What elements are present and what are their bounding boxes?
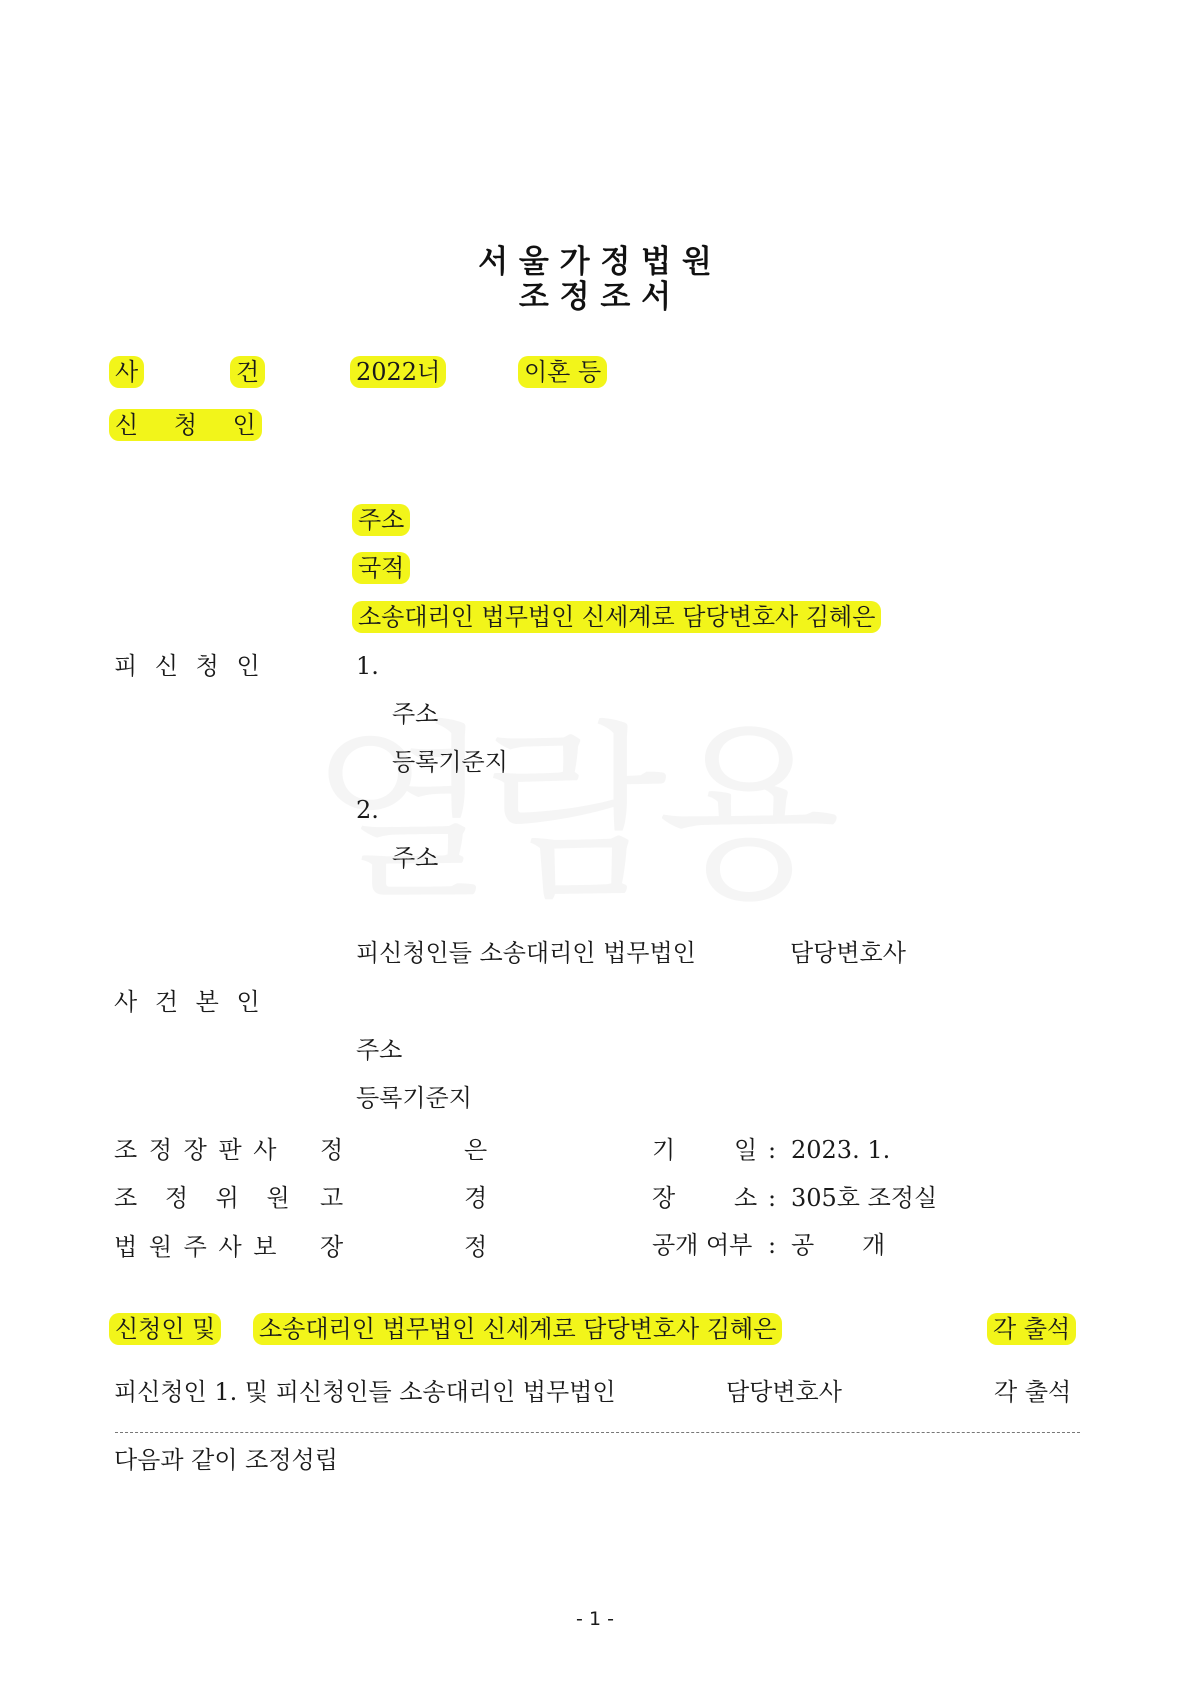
principal-registry-label: 등록기준지 [356,1084,472,1112]
official-role: 조 정 장 판 사 [114,1136,277,1164]
attendance-line2-status: 각 출석 [994,1378,1072,1406]
respondent-label: 피 신 청 인 [114,652,260,680]
official-role: 법 원 주 사 보 [114,1233,277,1261]
official-name-b: 경 [464,1184,488,1212]
attendance-line1-prefix: 신청인 및 [109,1313,221,1345]
official-name-a: 정 [320,1136,344,1164]
document-title: 조 정 조 서 [518,279,672,315]
court-name: 서 울 가 정 법 원 [478,244,712,280]
place-separator: : [768,1184,777,1212]
case-number: 2022너 [350,356,446,388]
respondent-attorney-suffix: 담당변호사 [790,939,906,967]
attendance-line2-attorney: 담당변호사 [726,1378,842,1406]
page-number: - 1 - [576,1608,614,1630]
attendance-line1-attorney: 소송대리인 법무법인 신세계로 담당변호사 김혜은 [253,1313,782,1345]
respondent-attorney-prefix: 피신청인들 소송대리인 법무법인 [356,939,696,967]
dashed-separator [115,1432,1080,1433]
case-title: 이혼 등 [518,356,607,388]
case-label-b: 건 [230,356,265,388]
official-role: 조 정 위 원 [114,1184,290,1212]
place-label-b: 소 [734,1184,758,1212]
public-separator: : [768,1231,777,1259]
applicant-label: 신 청 인 [109,409,262,441]
official-name-b: 정 [464,1233,488,1261]
date-label-b: 일 [734,1136,758,1164]
public-value-b: 개 [862,1231,886,1259]
case-label-a: 사 [109,356,144,388]
public-value-a: 공 [791,1231,815,1259]
attendance-line1-status: 각 출석 [987,1313,1076,1345]
official-name-b: 은 [464,1136,488,1164]
principal-label: 사 건 본 인 [114,988,260,1016]
respondent-item1-registry: 등록기준지 [392,748,508,776]
respondent-item2-address: 주소 [392,844,439,872]
official-name-a: 장 [320,1233,344,1261]
date-label-a: 기 [652,1136,676,1164]
watermark [310,700,910,930]
date-separator: : [768,1136,777,1164]
applicant-attorney: 소송대리인 법무법인 신세계로 담당변호사 김혜은 [352,601,881,633]
public-label: 공개 여부 [652,1231,753,1259]
principal-address-label: 주소 [356,1036,403,1064]
respondent-item2-number: 2. [356,796,379,824]
date-value: 2023. 1. [791,1136,891,1164]
place-value: 305호 조정실 [791,1184,938,1212]
respondent-item1-address: 주소 [392,700,439,728]
official-name-a: 고 [320,1184,344,1212]
attendance-line2-prefix: 피신청인 1. 및 피신청인들 소송대리인 법무법인 [114,1378,616,1406]
applicant-address-label: 주소 [352,504,410,536]
result-text: 다음과 같이 조정성립 [114,1446,338,1474]
respondent-item1-number: 1. [356,652,379,680]
applicant-nationality-label: 국적 [352,552,410,584]
place-label-a: 장 [652,1184,676,1212]
